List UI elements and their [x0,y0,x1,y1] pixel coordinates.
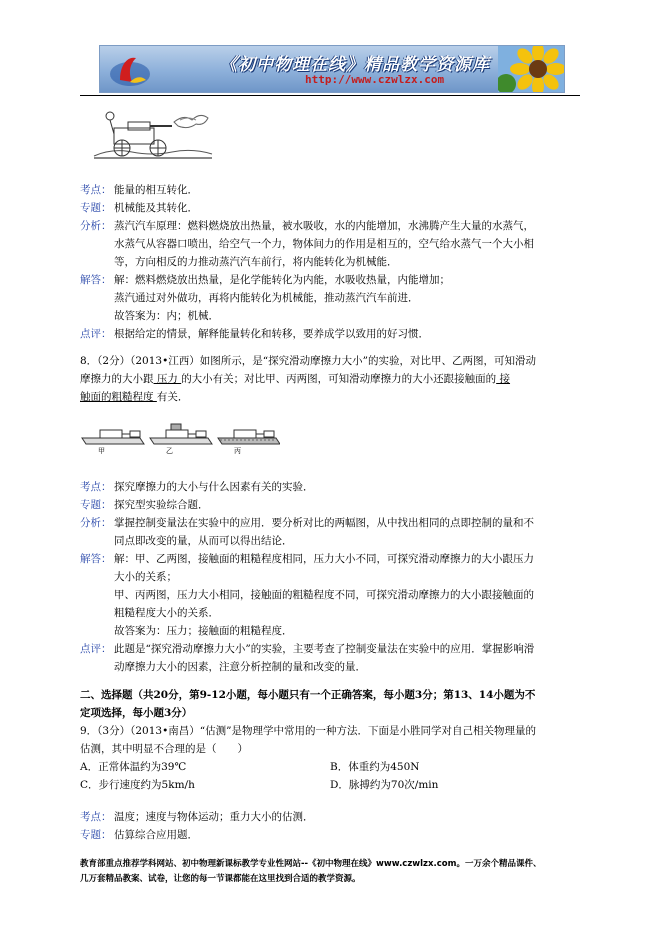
site-logo-icon [106,50,154,90]
zhuanti-label: 专题： [80,829,112,841]
fenxi-label: 分析： [80,517,112,529]
jieda-line: 粗糙程度大小的关系． [114,607,219,619]
q8-blank1: 压力 [153,373,182,385]
section-heading-line2: 定项选择，每小题3分） [80,707,193,719]
q8-stem-line2: 摩擦力的大小跟 压力 的大小有关；对比甲、丙两图，可知滑动摩擦力的大小还跟接触面的 接 [80,373,511,385]
zhuanti-text: 探究型实验综合题． [114,499,209,511]
q8-blank2a: 接 [496,373,511,385]
header-banner [99,45,565,93]
dianping-text: 根据给定的情景，解释能量转化和转移，要养成学以致用的好习惯． [114,328,429,340]
q9-option-d: D．脉搏约为70次/min [330,779,439,791]
section-heading-line1: 二、选择题（共20分，第9-12小题，每小题只有一个正确答案，每小题3分；第13、14小题为不 [80,689,536,701]
fenxi-line: 掌握控制变量法在实验中的应用．要分析对比的两幅图，从中找出相同的点即控制的量和不 [114,517,534,529]
page-footer [80,857,590,887]
kaodian-label: 考点： [80,481,112,493]
site-title: 《初中物理在线》精品教学资源库 [220,55,490,75]
kaodian-text: 能量的相互转化． [114,184,198,196]
q9-option-b: B．体重约为450N [330,761,420,773]
q8-solution [80,478,580,676]
jieda-line: 蒸汽通过对外做功，再将内能转化为机械能，推动蒸汽汽车前进． [114,292,419,304]
jieda-line: 故答案为：压力；接触面的粗糙程度． [114,625,293,637]
jieda-line: 甲、丙两图，压力大小相同，接触面的粗糙程度不同，可探究滑动摩擦力的大小跟接触面的 [114,589,534,601]
header-rule [80,95,580,96]
q9-stem-line2: 估测，其中明显不合理的是（ ） [80,743,248,755]
friction-experiment-figure [80,416,280,454]
q8-stem [80,352,580,406]
q9-option-c: C．步行速度约为5km/h [80,779,195,791]
fenxi-line: 同点即改变的量，从而可以得出结论． [114,535,293,547]
fenxi-line: 水蒸气从容器口喷出，给空气一个力，物体间力的作用是相互的，空气给水蒸气一个大小相 [114,238,534,250]
zhuanti-text: 机械能及其转化． [114,202,198,214]
dianping-line: 此题是“探究滑动摩擦力大小”的实验，主要考查了控制变量法在实验中的应用．掌握影响滑 [114,643,535,655]
jieda-line: 解：甲、乙两图，接触面的粗糙程度相同，压力大小不同，可探究滑动摩擦力的大小跟压力 [114,553,534,565]
footer-line1: 教育部重点推荐学科网站、初中物理新课标教学专业性网站--《初中物理在线》www.czwlzx.com。一万余个精品课件、 [80,859,542,869]
q9-stem-line1: 9．（3分）（2013•南昌）“估测”是物理学中常用的一种方法．下面是小胜同学对自己相关物理量的 [80,725,537,737]
q7-solution [80,181,580,343]
jieda-label: 解答： [80,274,112,286]
footer-line2: 几万套精品教案、试卷，让您的每一节课都能在这里找到合适的教学资源。 [80,874,361,884]
kaodian-label: 考点： [80,811,112,823]
sunflower-icon [498,46,564,92]
jieda-label: 解答： [80,553,112,565]
dianping-label: 点评： [80,328,112,340]
jieda-line: 故答案为：内；机械． [114,310,219,322]
kaodian-text: 温度；速度与物体运动；重力大小的估测． [114,811,314,823]
fenxi-line: 蒸汽汽车原理：燃料燃烧放出热量，被水吸收，水的内能增加，水沸腾产生大量的水蒸气， [114,220,534,232]
fenxi-line: 等，方向相反的力推动蒸汽汽车前行，将内能转化为机械能． [114,256,398,268]
q8-stem-line3: 触面的粗糙程度 有关． [80,391,189,403]
jieda-line: 大小的关系； [114,571,177,583]
site-url[interactable]: http://www.czwlzx.com [305,73,445,86]
q9-stem [80,722,580,794]
q9-option-a: A．正常体温约为39℃ [80,761,187,773]
q8-stem-line1: 8．（2分）（2013•江西）如图所示，是“探究滑动摩擦力大小”的实验，对比甲、乙两图，可知滑动 [80,355,537,367]
fenxi-label: 分析： [80,220,112,232]
section-heading [80,686,580,722]
kaodian-text: 探究摩擦力的大小与什么因素有关的实验． [114,481,314,493]
setup-jia [82,430,144,444]
q9-solution [80,808,580,844]
zhuanti-label: 专题： [80,202,112,214]
dianping-label: 点评： [80,643,112,655]
zhuanti-label: 专题： [80,499,112,511]
zhuanti-text: 估算综合应用题． [114,829,198,841]
q8-blank2b: 触面的粗糙程度 [80,391,157,403]
fig-label-yi: 乙 [166,447,173,454]
setup-yi [150,424,212,444]
fig-label-bing: 丙 [234,447,241,454]
steam-car-figure [92,104,214,160]
jieda-line: 解：燃料燃烧放出热量，是化学能转化为内能，水吸收热量，内能增加； [114,274,450,286]
setup-bing [218,430,280,444]
fig-label-jia: 甲 [98,447,105,454]
dianping-line: 动摩擦力大小的因素，注意分析控制的量和改变的量． [114,661,366,673]
kaodian-label: 考点： [80,184,112,196]
